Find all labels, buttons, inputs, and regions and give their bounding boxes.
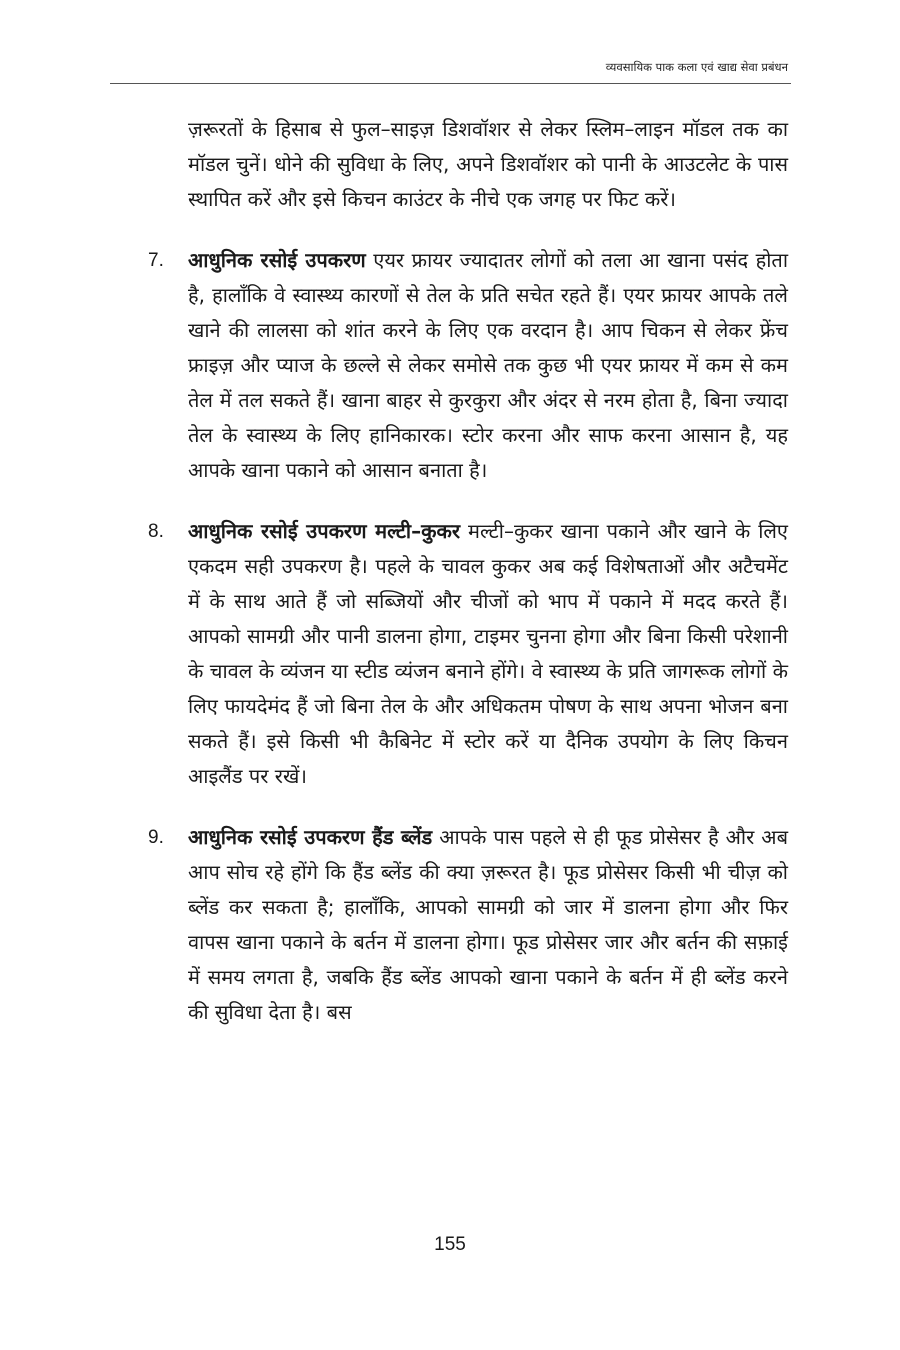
list-item-number: 8. [148,521,164,542]
list-item-heading: आधुनिक रसोई उपकरण मल्टी–कुकर [188,519,461,543]
list-item-7 [0,243,900,488]
intro-paragraph: ज़रूरतों के हिसाब से फुल–साइज़ डिशवॉशर से लेकर स्लिम–लाइन मॉडल तक का मॉडल चुनें। धोने की सुविधा के लिए, अपने डिशवॉशर को पानी के आउटलेट के पास स्थापित करें और इसे किचन काउंटर के नीचे एक जगह पर फिट करें। [188,117,788,211]
list-item-heading: आधुनिक रसोई उपकरण [188,248,366,272]
list-item-paragraph [188,514,788,794]
header-divider [110,83,791,84]
list-item-text: मल्टी–कुकर खाना पकाने और खाने के लिए एकदम सही उपकरण है। पहले के चावल कुकर अब कई विशेषताओं और अटैचमेंट में के साथ आते हैं जो सब्जियों और चीजों को भाप में पकाने में मदद करते हैं। आपको सामग्री और पानी डालना होगा, टाइमर चुनना होगा और बिना किसी परेशानी के चावल के व्यंजन या स्टीड व्यंजन बनाने होंगे। वे स्वास्थ्य के प्रति जागरूक लोगों के लिए फायदेमंद हैं जो बिना तेल के और अधिकतम पोषण के साथ अपना भोजन बना सकते हैं। इसे किसी भी कैबिनेट में स्टोर करें या दैनिक उपयोग के लिए किचन आइलैंड पर रखें। [188,519,788,788]
running-header-title: व्यवसायिक पाक कला एवं खाद्य सेवा प्रबंधन [605,60,788,74]
page-number: 155 [434,1234,466,1255]
list-item-text: एयर फ्रायर ज्यादातर लोगों को तला आ खाना पसंद होता है, हालाँकि वे स्वास्थ्य कारणों से तेल के प्रति सचेत रहते हैं। एयर फ्रायर आपके तले खाने की लालसा को शांत करने के लिए एक वरदान है। आप चिकन से लेकर फ्रेंच फ्राइज़ और प्याज के छल्ले से लेकर समोसे तक कुछ भी एयर फ्रायर में कम से कम तेल में तल सकते हैं। खाना बाहर से कुरकुरा और अंदर से नरम होता है, बिना ज्यादा तेल के स्वास्थ्य के लिए हानिकारक। स्टोर करना और साफ करना आसान है, यह आपके खाना पकाने को आसान बनाता है। [188,248,789,482]
list-item-heading: आधुनिक रसोई उपकरण हैंड ब्लेंड [188,825,433,849]
list-item-paragraph [188,820,788,1030]
list-item-9 [0,820,900,1030]
list-item-8 [0,514,900,794]
list-item-text: आपके पास पहले से ही फूड प्रोसेसर है और अब आप सोच रहे होंगे कि हैंड ब्लेंड की क्या ज़रूरत है। फूड प्रोसेसर किसी भी चीज़ को ब्लेंड कर सकता है; हालाँकि, आपको सामग्री को जार में डालना होगा और फिर वापस खाना पकाने के बर्तन में डालना होगा। फूड प्रोसेसर जार और बर्तन की सफ़ाई में समय लगता है, जबकि हैंड ब्लेंड आपको खाना पकाने के बर्तन में ही ब्लेंड करने की सुविधा देता है। बस [188,825,788,1024]
list-item-number: 7. [148,250,164,271]
list-item-number: 9. [148,827,164,848]
page-body [0,112,900,1030]
list-item-paragraph [188,243,788,488]
